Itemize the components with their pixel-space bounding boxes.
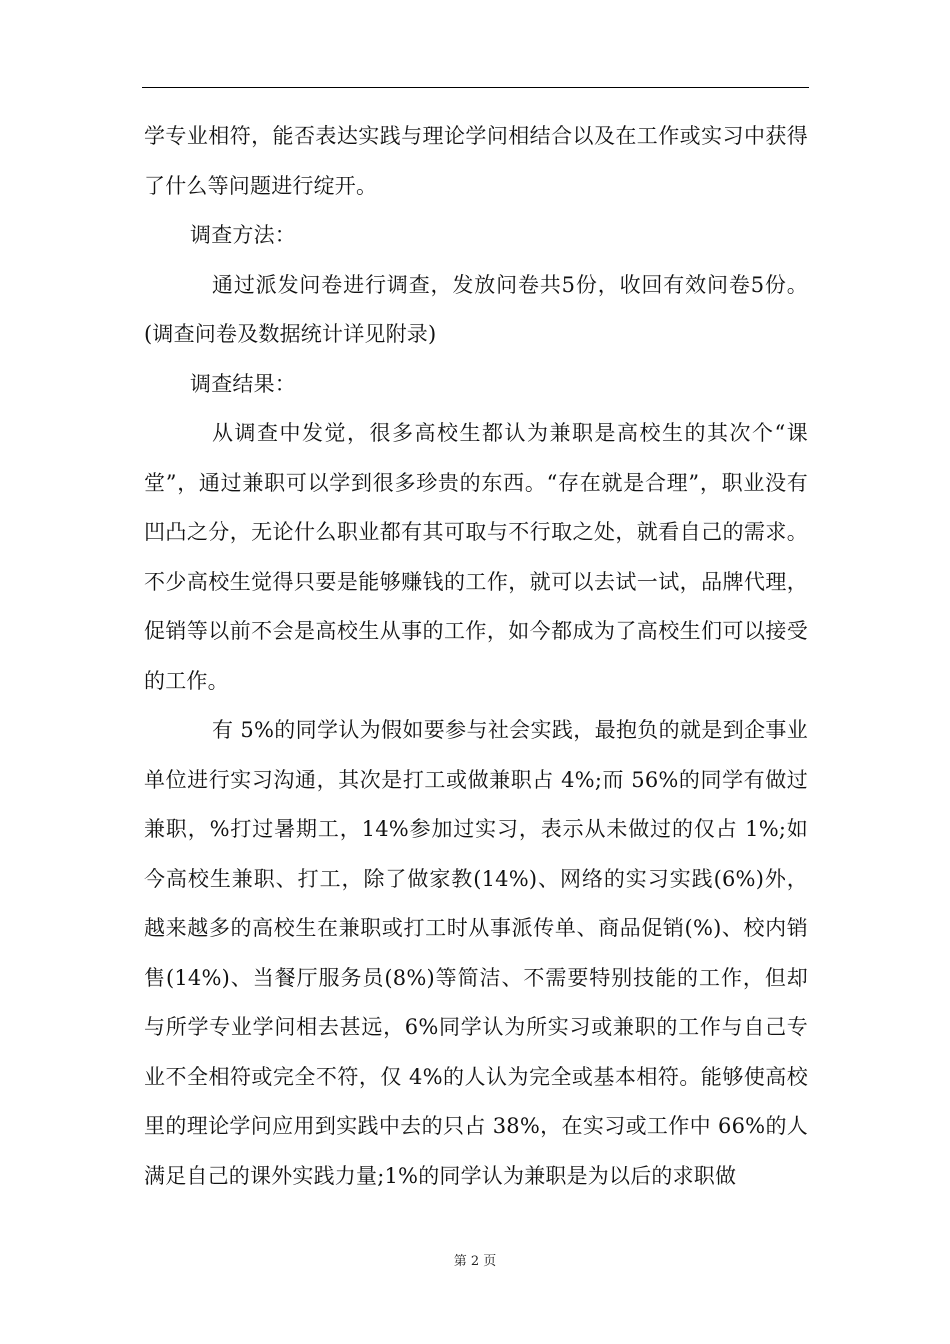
heading-survey-method: 调查方法： [190, 223, 296, 247]
page-number: 第 2 页 [453, 1254, 497, 1269]
paragraph-result-statistics: 有 5%的同学认为假如要参与社会实践，最抱负的就是到企事业单位进行实习沟通，其次是打工或做兼职占 4%;而 56%的同学有做过兼职，%打过暑期工，14%参加过实习，表示从未做过的仅占 1%;如今高校生兼职、打工，除了做家教(14%)、网络的实习实践(6%)外，越来越多的高校生在兼职或打工时从事派传单、商品促销(%)、校内销售(14%)、当餐厅服务员(8%)等简洁、不需要特别技能的工作，但却与所学专业学问相去甚远，6%同学认为所实习或兼职的工作与自己专业不全相符或完全不符，仅 4%的人认为完全或基本相符。能够使高校里的理论学问应用到实践中去的只占 38%，在实习或工作中 66%的人满足自己的课外实践力量;1%的同学认为兼职是为以后的求职做 [144, 718, 808, 1188]
paragraph-continuation: 学专业相符，能否表达实践与理论学问相结合以及在工作或实习中获得了什么等问题进行绽开。 [144, 124, 808, 198]
paragraph-result-findings: 从调查中发觉，很多高校生都认为兼职是高校生的其次个“课堂”，通过兼职可以学到很多珍贵的东西。“存在就是合理”，职业没有凹凸之分，无论什么职业都有其可取与不行取之处，就看自己的需求。不少高校生觉得只要是能够赚钱的工作，就可以去试一试，品牌代理，促销等以前不会是高校生从事的工作，如今都成为了高校生们可以接受的工作。 [144, 421, 808, 693]
heading-survey-result: 调查结果： [190, 371, 296, 396]
header-rule [142, 87, 809, 88]
document-body [144, 112, 808, 1201]
paragraph-survey-method: 通过派发问卷进行调查，发放问卷共5份，收回有效问卷5份。(调查问卷及数据统计详见附录) [144, 272, 808, 346]
